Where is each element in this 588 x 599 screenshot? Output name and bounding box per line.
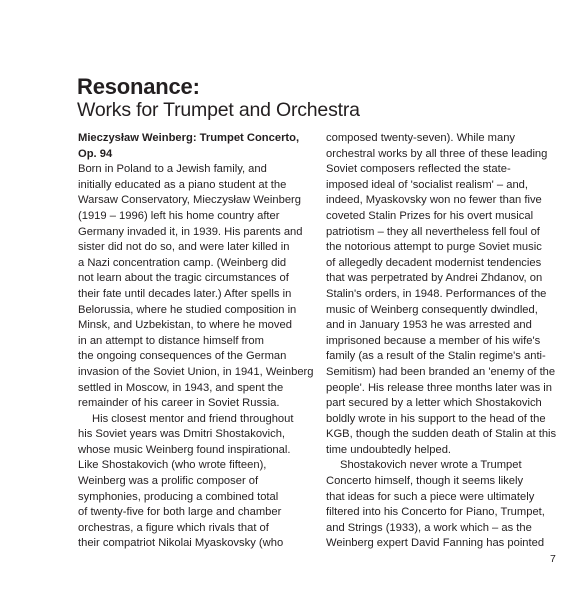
text-line: Stalin's orders, in 1948. Performances of the bbox=[326, 287, 547, 300]
text-line: Shostakovich never wrote a Trumpet bbox=[340, 459, 522, 472]
text-line: orchestral works by all three of these leading bbox=[326, 147, 548, 160]
text-line: the ongoing consequences of the German bbox=[78, 350, 287, 363]
text-line: sister did not do so, and were later killed in bbox=[78, 241, 290, 254]
page-subtitle: Works for Trumpet and Orchestra bbox=[77, 99, 360, 121]
paragraph bbox=[78, 162, 314, 412]
text-line: family (as a result of the Stalin regime's anti- bbox=[326, 350, 546, 363]
section-heading-line: Mieczysław Weinberg: Trumpet Concerto, bbox=[78, 132, 300, 144]
text-line: patriotism – they all nevertheless fell foul of bbox=[326, 225, 540, 238]
text-line: His closest mentor and friend throughout bbox=[92, 412, 294, 425]
text-line: imprisoned because a member of his wife's bbox=[326, 334, 541, 347]
text-line: Germany invaded it, in 1939. His parents and bbox=[78, 225, 303, 238]
text-line: Soviet composers reflected the state- bbox=[326, 163, 511, 176]
text-line: whose music Weinberg found inspirational. bbox=[78, 443, 291, 456]
text-line: time undoubtedly helped. bbox=[326, 443, 452, 456]
right-column bbox=[326, 131, 558, 552]
text-line: part secured by a letter which Shostakovich bbox=[326, 397, 542, 410]
text-line: imposed ideal of 'socialist realism' – and, bbox=[326, 178, 529, 191]
text-line: that was perpetrated by Andrei Zhdanov, on bbox=[326, 272, 543, 285]
text-line: their compatriot Nikolai Myaskovsky (who bbox=[78, 537, 284, 550]
text-line: and in January 1953 he was arrested and bbox=[326, 319, 532, 332]
text-line: and Strings (1933), a work which – as the bbox=[326, 521, 532, 534]
text-line: Weinberg was a prolific composer of bbox=[78, 475, 259, 488]
text-line: indeed, Myaskovsky won no fewer than five bbox=[326, 194, 542, 207]
text-line: in an attempt to distance himself from bbox=[78, 334, 264, 347]
text-line: remainder of his career in Soviet Russia. bbox=[78, 397, 280, 410]
text-line: Like Shostakovich (who wrote fifteen), bbox=[78, 459, 267, 472]
text-line: a Nazi concentration camp. (Weinberg did bbox=[78, 256, 287, 269]
text-line: that ideas for such a piece were ultimately bbox=[326, 490, 535, 503]
text-line: symphonies, producing a combined total bbox=[78, 490, 279, 503]
text-line: Concerto himself, though it seems likely bbox=[326, 475, 524, 488]
paragraph bbox=[326, 458, 558, 552]
text-line: initially educated as a piano student at the bbox=[78, 178, 287, 191]
text-line: music of Weinberg consequently dwindled, bbox=[326, 303, 538, 316]
page-title: Resonance: bbox=[77, 74, 200, 99]
text-line: not learn about the tragic circumstances of bbox=[78, 272, 289, 285]
paragraph bbox=[326, 131, 558, 458]
text-line: coveted Stalin Prizes for his overt musical bbox=[326, 209, 534, 222]
text-line: Weinberg expert David Fanning has pointed bbox=[326, 537, 545, 550]
text-line: of allegedly decadent modernist tendencies bbox=[326, 256, 542, 269]
text-line: his Soviet years was Dmitri Shostakovich, bbox=[78, 428, 286, 441]
section-heading-line: Op. 94 bbox=[78, 147, 113, 160]
text-line: people'. His release three months later was in bbox=[326, 381, 553, 394]
text-line: orchestras, a figure which rivals that of bbox=[78, 521, 269, 534]
text-line: Belorussia, where he studied composition in bbox=[78, 303, 297, 316]
text-line: the notorious attempt to purge Soviet music bbox=[326, 241, 542, 254]
text-line: Minsk, and Uzbekistan, to where he moved bbox=[78, 319, 292, 332]
text-line: Warsaw Conservatory, Mieczysław Weinberg bbox=[78, 194, 301, 207]
left-column bbox=[78, 131, 314, 552]
text-line: settled in Moscow, in 1943, and spent the bbox=[78, 381, 284, 394]
page-number: 7 bbox=[550, 553, 556, 565]
text-line: of twenty-five for both large and chamber bbox=[78, 506, 282, 519]
text-line: boldly wrote in his support to the head of the bbox=[326, 412, 546, 425]
text-line: their fate until decades later.) After spells in bbox=[78, 287, 292, 300]
text-line: Semitism) had been branded an 'enemy of the bbox=[326, 365, 556, 378]
paragraph bbox=[78, 412, 310, 552]
text-line: invasion of the Soviet Union, in 1941, Weinberg bbox=[78, 365, 314, 378]
text-line: KGB, though the sudden death of Stalin at this bbox=[326, 428, 557, 441]
text-line: composed twenty-seven). While many bbox=[326, 132, 516, 144]
text-line: Born in Poland to a Jewish family, and bbox=[78, 163, 267, 176]
text-line: (1919 – 1996) left his home country after bbox=[78, 209, 280, 222]
text-line: filtered into his Concerto for Piano, Trumpet, bbox=[326, 506, 545, 519]
